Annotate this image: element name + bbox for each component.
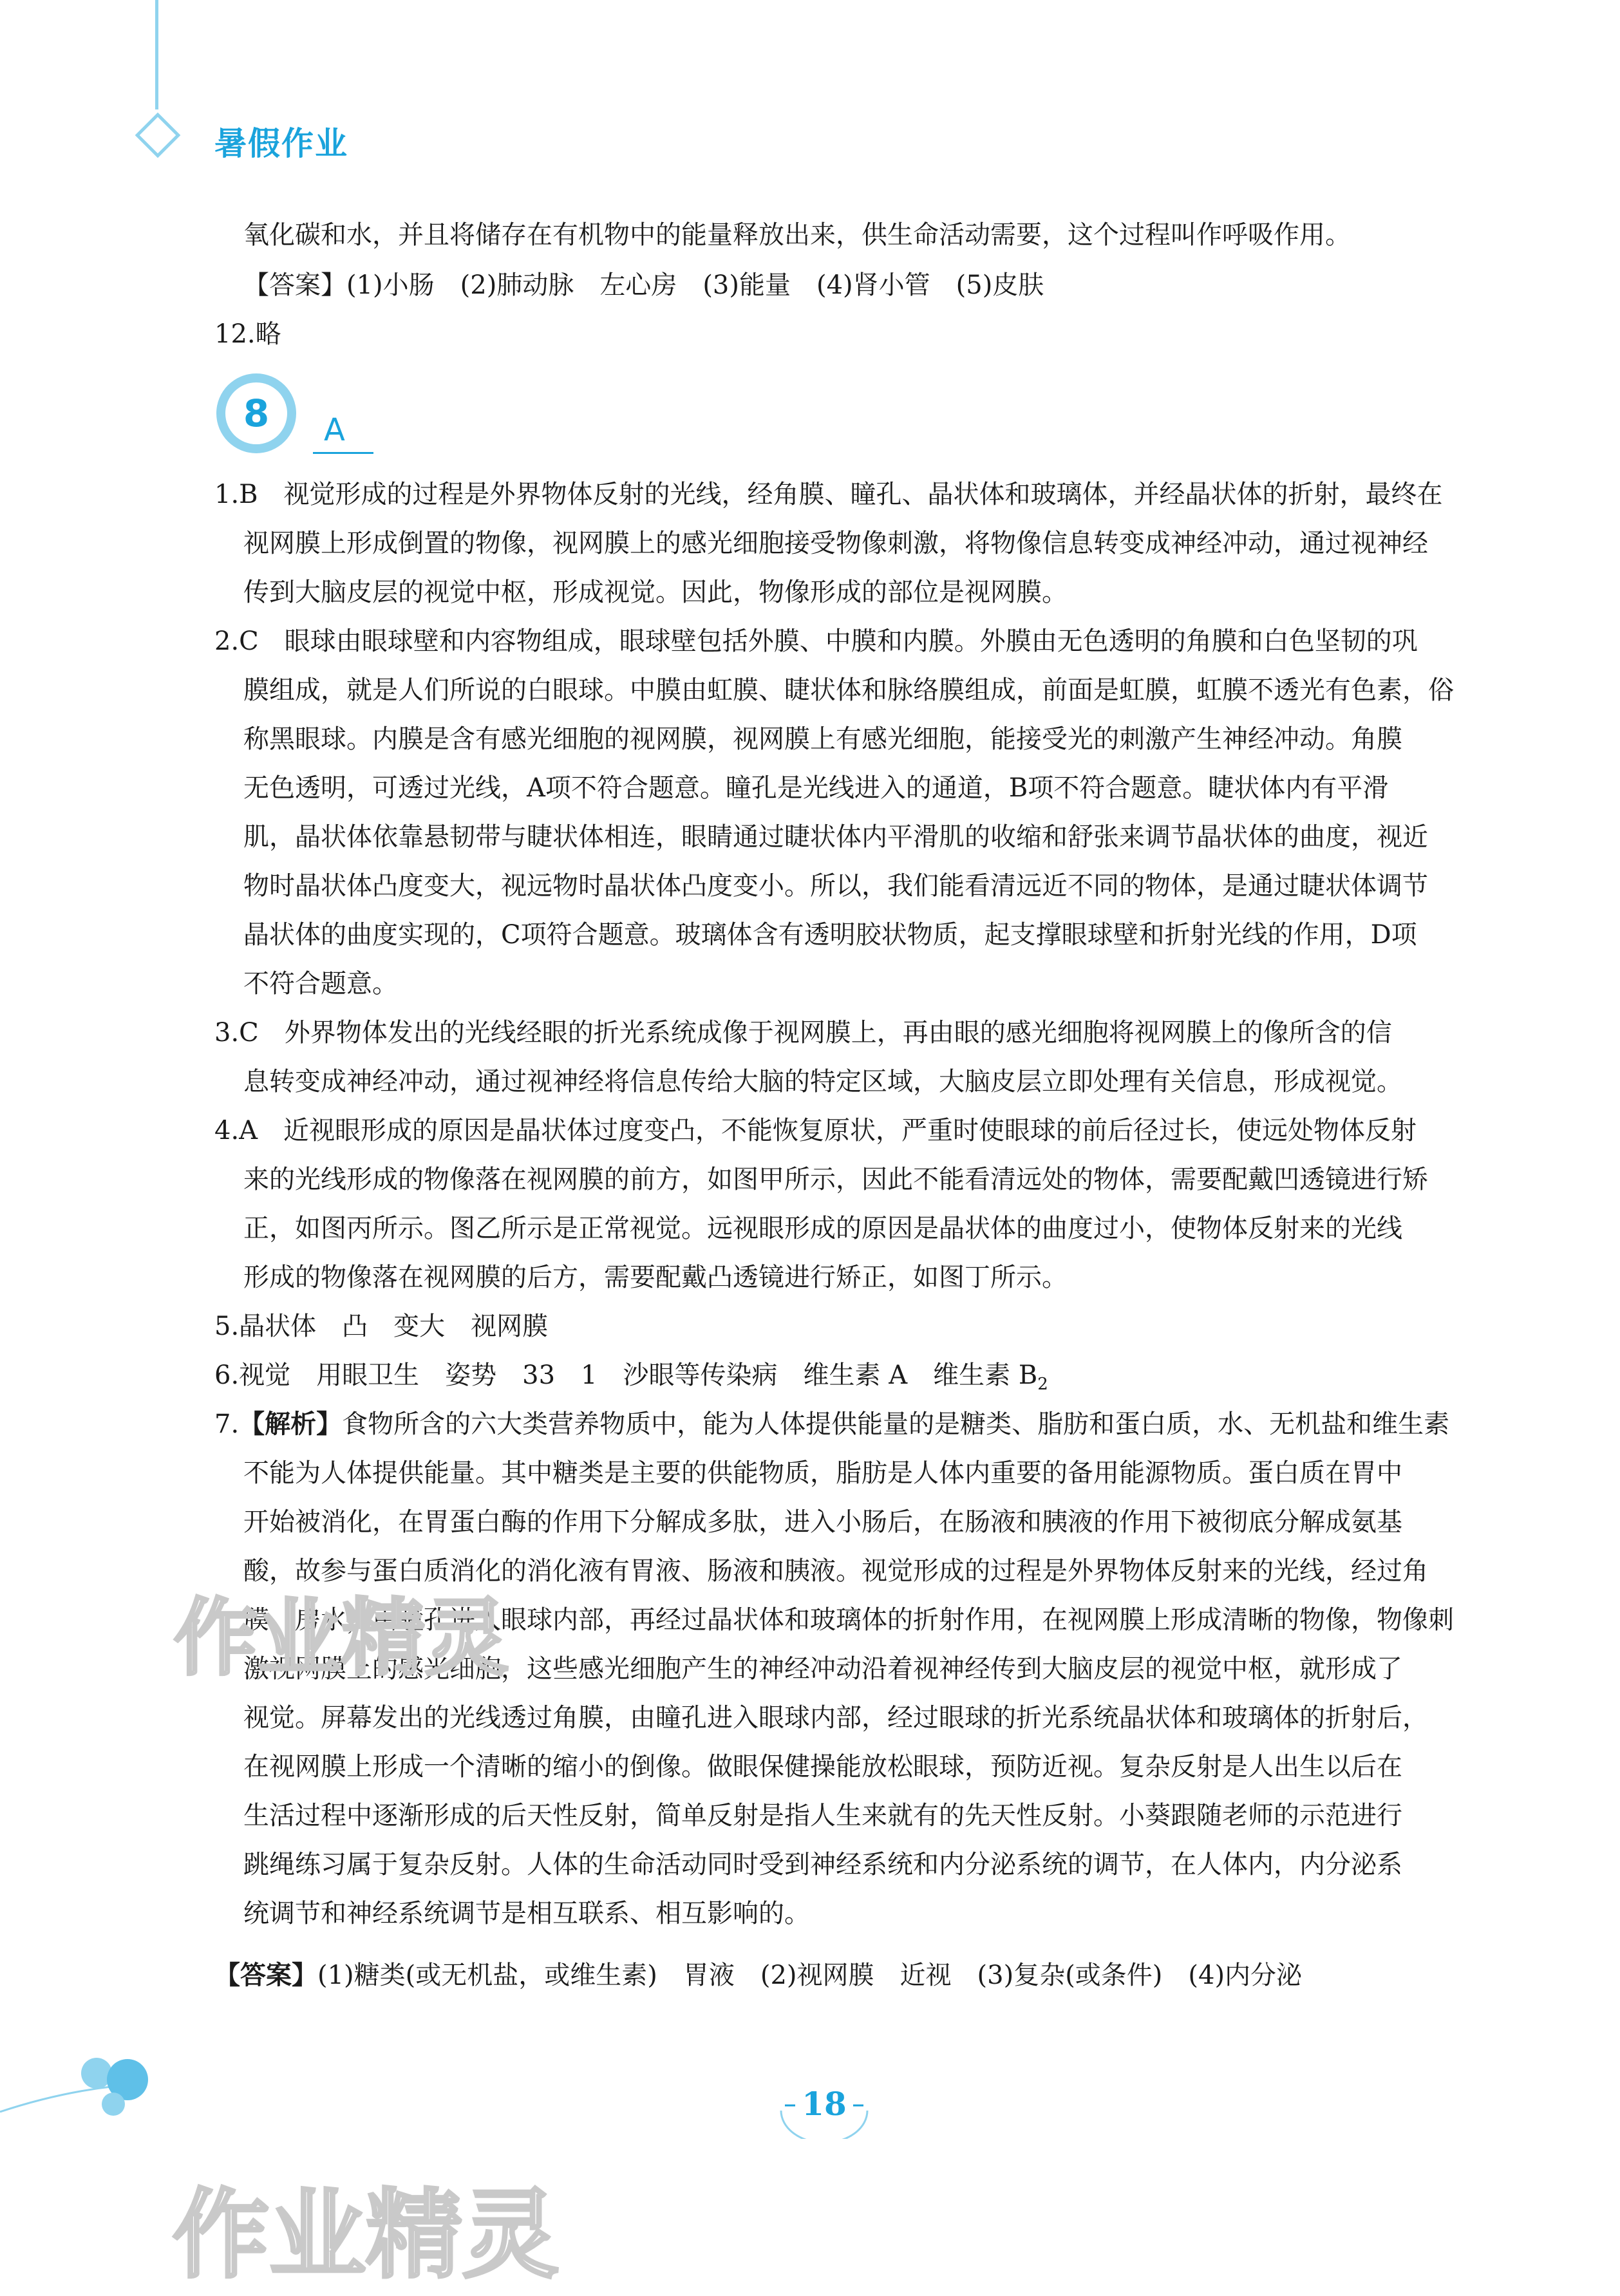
question-6-text: 6.视觉 用眼卫生 姿势 33 1 沙眼等传染病 维生素 A 维生素 B — [214, 1360, 1038, 1390]
item-3-line: 息转变成神经冲动，通过视神经将信息传给大脑的特定区域，大脑皮层立即处理有关信息，形成视觉。 — [243, 1067, 1402, 1096]
item-1-line: 1.B 视觉形成的过程是外界物体反射的光线，经角膜、瞳孔、晶状体和玻璃体，并经晶状体的折射，最终在 — [214, 480, 1443, 509]
item-2-line: 2.C 眼球由眼球壁和内容物组成，眼球壁包括外膜、中膜和内膜。外膜由无色透明的角膜和白色坚韧的巩 — [214, 626, 1418, 656]
question-5: 5.晶状体 凸 变大 视网膜 — [214, 1312, 549, 1341]
item-2-line: 物时晶状体凸度变大，视远物时晶状体凸度变小。所以，我们能看清远近不同的物体，是通过睫状体调节 — [243, 871, 1428, 901]
item-2-line: 称黑眼球。内膜是含有感光细胞的视网膜，视网膜上有感光细胞，能接受光的刺激产生神经冲动。角膜 — [243, 724, 1402, 754]
question-7-text: 食物所含的六大类营养物质中，能为人体提供能量的是糖类、脂肪和蛋白质，水、无机盐和维生素 — [342, 1409, 1450, 1439]
item-1-line: 视网膜上形成倒置的物像，视网膜上的感光细胞接受物像刺激，将物像信息转变成神经冲动，通过视神经 — [243, 529, 1428, 558]
question-7-line: 视觉。屏幕发出的光线透过角膜，由瞳孔进入眼球内部，经过眼球的折光系统晶状体和玻璃体的折射后， — [243, 1703, 1428, 1733]
item-2-line: 无色透明，可透过光线，A项不符合题意。瞳孔是光线进入的通道，B项不符合题意。睫状体内有平滑 — [243, 773, 1389, 803]
item-4-line: 形成的物像落在视网膜的后方，需要配戴凸透镜进行矫正，如图丁所示。 — [243, 1263, 1068, 1292]
item-2-line: 膜组成，就是人们所说的白眼球。中膜由虹膜、睫状体和脉络膜组成，前面是虹膜，虹膜不透光有色素，俗 — [243, 675, 1454, 705]
watermark: 作业精灵 — [174, 1589, 509, 1687]
header-title: 暑假作业 — [214, 125, 348, 162]
question-12: 12.略 — [214, 319, 281, 349]
question-7-line: 生活过程中逐渐形成的后天性反射，简单反射是指人生来就有的先天性反射。小葵跟随老师的示范进行 — [243, 1801, 1402, 1830]
section-number: 8 — [243, 391, 270, 435]
question-7-number: 7. — [214, 1409, 240, 1439]
item-3-line: 3.C 外界物体发出的光线经眼的折光系统成像于视网膜上，再由眼的感光细胞将视网膜上的像所含的信 — [214, 1018, 1392, 1048]
question-7-first-line — [214, 1400, 1449, 1449]
header-decoration-line — [155, 0, 158, 109]
intro-answer: 【答案】(1)小肠 (2)肺动脉 左心房 (3)能量 (4)肾小管 (5)皮肤 — [243, 270, 1044, 300]
answer-tag: 【答案】 — [214, 1960, 317, 1990]
question-6-subscript: 2 — [1037, 1375, 1048, 1394]
intro-line: 氧化碳和水，并且将储存在有机物中的能量释放出来，供生命活动需要，这个过程叫作呼吸作用。 — [243, 220, 1351, 250]
page-number: 18 — [802, 2085, 847, 2123]
question-7-line: 不能为人体提供能量。其中糖类是主要的供能物质，脂肪是人体内重要的备用能源物质。蛋白质在胃中 — [243, 1458, 1402, 1488]
section-letter: A — [324, 412, 345, 448]
item-4-line: 正，如图丙所示。图乙所示是正常视觉。远视眼形成的原因是晶状体的曲度过小，使物体反射来的光线 — [243, 1214, 1402, 1243]
answer-text: (1)糖类(或无机盐，或维生素) 胃液 (2)视网膜 近视 (3)复杂(或条件) (4)内分泌 — [317, 1961, 1303, 1990]
item-4-line: 4.A 近视眼形成的原因是晶状体过度变凸，不能恢复原状，严重时使眼球的前后径过长，使远处物体反射 — [214, 1116, 1417, 1145]
question-7-line: 在视网膜上形成一个清晰的缩小的倒像。做眼保健操能放松眼球，预防近视。复杂反射是人出生以后在 — [243, 1752, 1402, 1782]
question-7-line: 开始被消化，在胃蛋白酶的作用下分解成多肽，进入小肠后，在肠液和胰液的作用下被彻底分解成氨基 — [243, 1507, 1402, 1537]
question-7-line: 酸，故参与蛋白质消化的消化液有胃液、肠液和胰液。视觉形成的过程是外界物体反射来的光线，经过角 — [243, 1556, 1428, 1586]
question-7-line: 激视网膜上的感光细胞，这些感光细胞产生的神经冲动沿着视神经传到大脑皮层的视觉中枢，就形成了 — [243, 1654, 1402, 1684]
bubbles-decoration-icon — [0, 2047, 193, 2131]
question-7-answer — [214, 1951, 1302, 2000]
header-diamond-icon — [135, 113, 181, 158]
item-2-line: 晶状体的曲度实现的，C项符合题意。玻璃体含有透明胶状物质，起支撑眼球壁和折射光线的作用，D项 — [243, 920, 1417, 950]
item-1-line: 传到大脑皮层的视觉中枢，形成视觉。因此，物像形成的部位是视网膜。 — [243, 578, 1068, 607]
watermark: 作业精灵 — [173, 2179, 560, 2291]
item-2-line: 肌，晶状体依靠悬韧带与睫状体相连，眼睛通过睫状体内平滑肌的收缩和舒张来调节晶状体的曲度，视近 — [243, 822, 1428, 852]
section-underline — [313, 452, 373, 454]
question-7-line: 膜、房水，由瞳孔进入眼球内部，再经过晶状体和玻璃体的折射作用，在视网膜上形成清晰的物像，物像刺 — [243, 1605, 1454, 1635]
item-4-line: 来的光线形成的物像落在视网膜的前方，如图甲所示，因此不能看清远处的物体，需要配戴凹透镜进行矫 — [243, 1165, 1428, 1194]
analysis-tag: 【解析】 — [239, 1409, 343, 1439]
section-number-badge — [212, 370, 300, 457]
item-2-line: 不符合题意。 — [243, 969, 398, 999]
question-7-line: 统调节和神经系统调节是相互联系、相互影响的。 — [243, 1899, 810, 1928]
question-7-line: 跳绳练习属于复杂反射。人体的生命活动同时受到神经系统和内分泌系统的调节，在人体内，内分泌系 — [243, 1850, 1402, 1879]
